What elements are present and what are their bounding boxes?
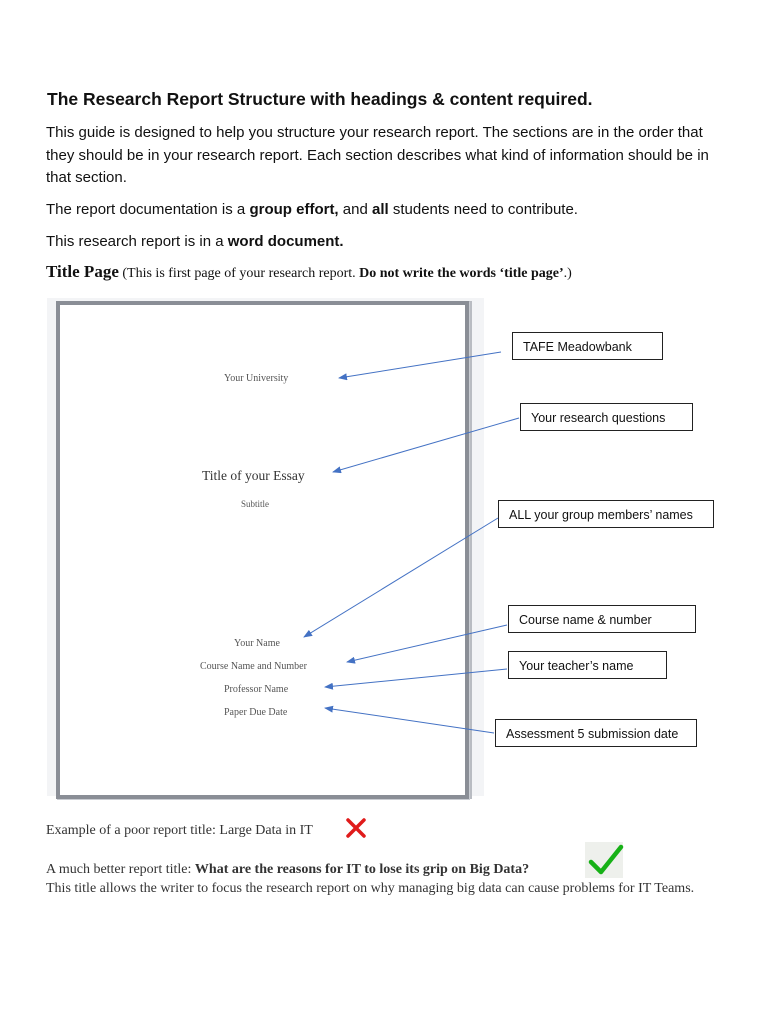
mock-course: Course Name and Number: [200, 661, 307, 672]
title-explanation: This title allows the writer to focus the research report on why managing big data can cause problems for IT Teams.: [46, 881, 695, 896]
title-page-label: Title Page: [46, 262, 119, 281]
callout-tafe: TAFE Meadowbank: [512, 332, 663, 360]
intro-paragraph: This guide is designed to help you structure your research report. The sections are in the order that they should be in your research report. Each section describes what kind of information should be in that section.: [46, 124, 709, 186]
bold-text: Do not write the words ‘title page’: [359, 266, 564, 281]
callout-research-questions: Your research questions: [520, 403, 693, 431]
text: This research report is in a: [46, 233, 228, 250]
poor-title: Large Data in IT: [219, 823, 313, 838]
arrow-course: [347, 625, 507, 662]
text: students need to contribute.: [388, 201, 578, 218]
callout-group-members: ALL your group members’ names: [498, 500, 714, 528]
page-heading: The Research Report Structure with headings & content required.: [47, 89, 593, 109]
text: Example of a poor report title:: [46, 823, 220, 838]
mock-subtitle: Subtitle: [241, 499, 270, 509]
mock-your-name: Your Name: [234, 638, 280, 649]
green-check-icon: [588, 843, 624, 877]
poor-title-example: [46, 823, 313, 839]
callout-submission-date: Assessment 5 submission date: [495, 719, 697, 747]
bold-text: all: [371, 201, 389, 218]
better-title-example: [46, 862, 529, 878]
arrow-university: [339, 352, 501, 378]
bold-text: word document.: [227, 233, 344, 250]
text: The report documentation is a: [46, 201, 250, 218]
text: and: [338, 201, 372, 218]
callout-teacher: Your teacher’s name: [508, 651, 667, 679]
mock-professor: Professor Name: [224, 684, 289, 695]
arrow-due-date: [325, 708, 494, 733]
red-cross-icon: [345, 817, 367, 839]
text: .): [563, 266, 572, 281]
mock-title: Title of your Essay: [202, 468, 305, 483]
arrow-title: [333, 418, 519, 472]
callout-course: Course name & number: [508, 605, 696, 633]
better-title: What are the reasons for IT to lose its grip on Big Data?: [194, 862, 530, 877]
bold-text: group effort,: [249, 201, 339, 218]
text: (This is first page of your research report.: [122, 266, 360, 281]
text: A much better report title:: [46, 862, 195, 877]
mock-university: Your University: [224, 373, 289, 384]
arrow-name: [304, 518, 498, 637]
mock-due-date: Paper Due Date: [224, 707, 288, 718]
arrow-professor: [325, 669, 507, 687]
